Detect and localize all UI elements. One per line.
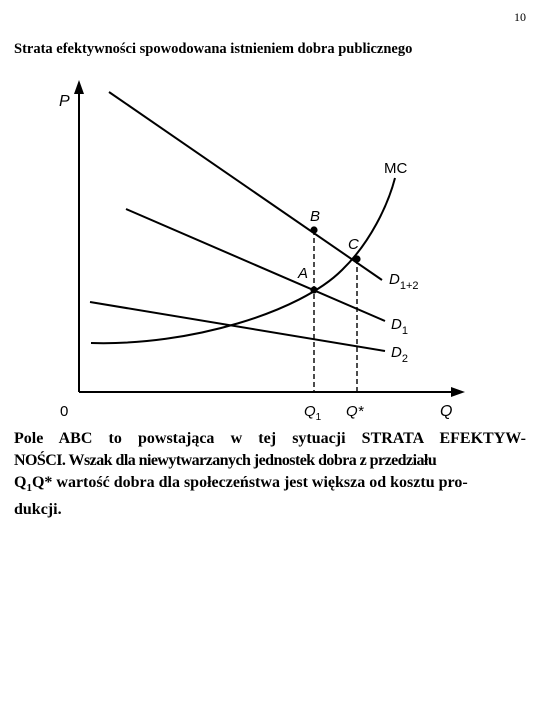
y-axis-arrow (74, 80, 84, 94)
explanation-line-4: dukcji. (14, 501, 62, 519)
d-sum-label (389, 271, 419, 292)
d2-label-main: D (391, 344, 402, 361)
point-b-label: B (310, 208, 321, 225)
explanation-paragraph (14, 428, 526, 521)
q1-tick-sub: 1 (315, 412, 322, 423)
x-axis-arrow (451, 387, 465, 397)
point-b-marker (310, 226, 317, 233)
mc-label: MC (384, 160, 408, 177)
point-c-marker (353, 255, 360, 262)
d2-label (391, 344, 408, 365)
d-sum-label-sub: 1+2 (399, 280, 419, 292)
x-axis-label: Q (440, 403, 453, 420)
point-a-marker (310, 286, 317, 293)
d2-curve (90, 302, 385, 351)
explanation-line-2: NOŚCI. Wszak dla niewytwarzanych jednostek dobra z przedziału (14, 452, 437, 469)
d1-label-main: D (391, 316, 402, 333)
q1-tick-label (304, 403, 322, 423)
point-c-label: C (348, 236, 359, 253)
explanation-line-1: Pole ABC to powstająca w tej sytuacji STRATA EFEKTYW- (14, 430, 526, 447)
d2-label-sub: 2 (401, 353, 408, 365)
qstar-tick-label: Q* (346, 403, 364, 420)
explanation-line-3-sub: 1 (26, 482, 32, 495)
y-axis-label: P (59, 93, 70, 110)
page-number: 10 (514, 10, 526, 24)
d1-label-sub: 1 (401, 325, 408, 337)
point-a-label: A (298, 265, 309, 282)
page-title: Strata efektywności spowodowana istnieniem dobra publicznego (14, 41, 413, 57)
explanation-line-3-rest: Q* wartość dobra dla społeczeństwa jest większa od kosztu pro- (31, 474, 468, 491)
d1-label (391, 316, 408, 337)
d-sum-curve (109, 92, 382, 280)
explanation-line-3-q: Q (14, 474, 27, 491)
q1-tick-main: Q (304, 403, 316, 420)
d-sum-label-main: D (389, 271, 400, 288)
explanation-line-3 (14, 472, 526, 499)
origin-label: 0 (60, 403, 69, 420)
